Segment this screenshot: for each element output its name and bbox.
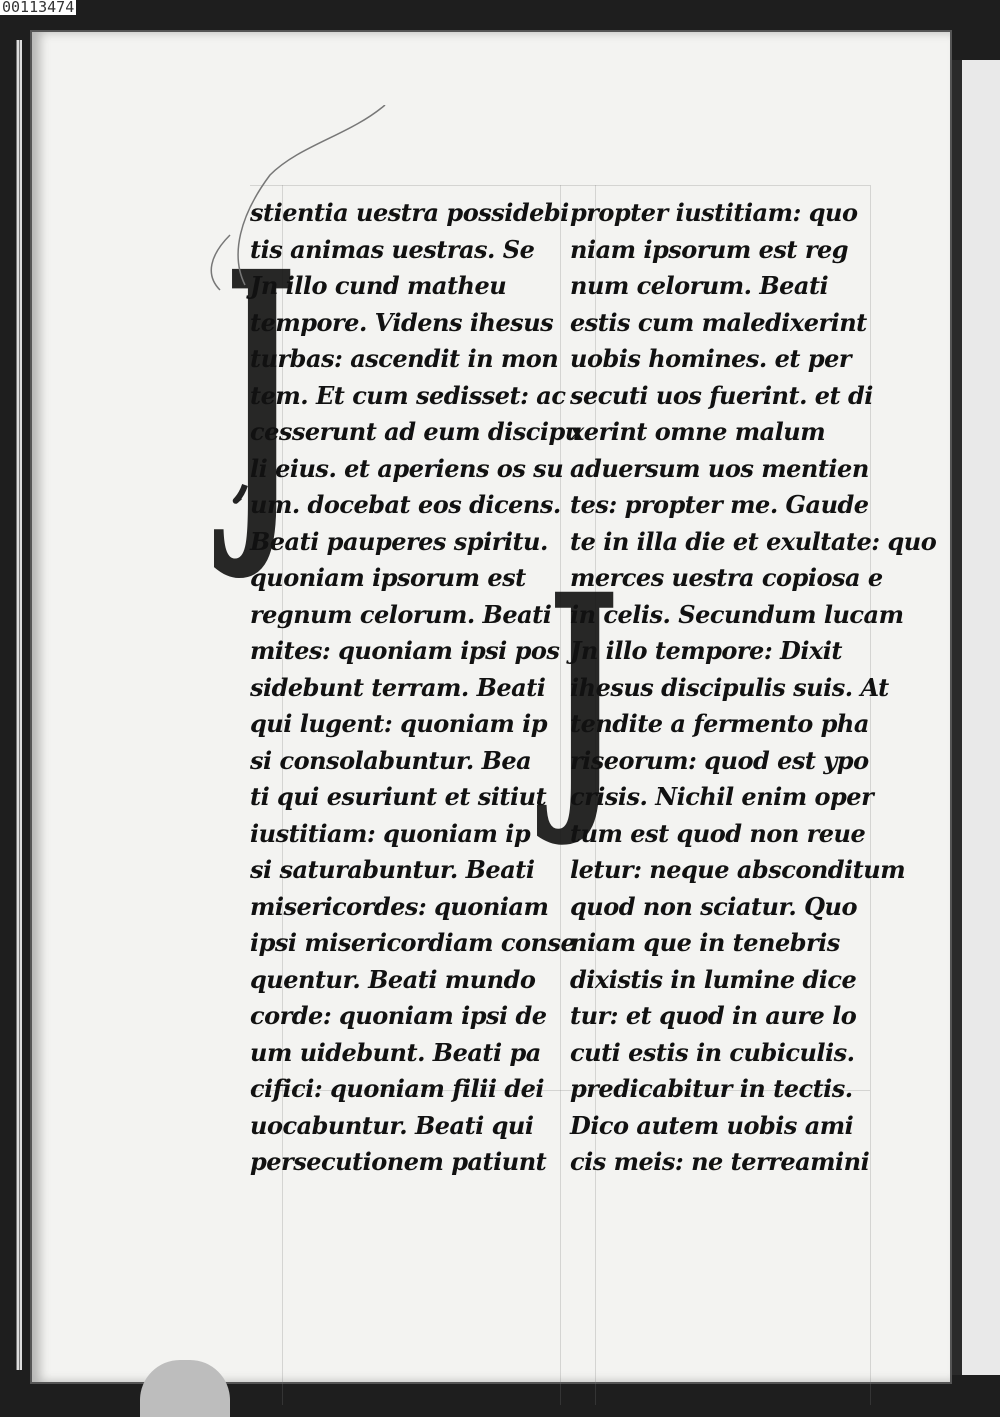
text-line: corde: quoniam ipsi de — [250, 1001, 547, 1030]
text-line: iustitiam: quoniam ip — [250, 818, 531, 848]
text-line: sidebunt terram. Beati — [250, 672, 546, 702]
text-line: cis meis: ne terreamini — [570, 1147, 870, 1176]
text-line: aduersum uos mentien — [570, 453, 869, 483]
text-line: quod non sciatur. Quo — [570, 891, 857, 921]
text-line: stientia uestra possidebi — [250, 198, 569, 227]
text-line: Jn illo cund matheu — [250, 271, 507, 300]
text-line: crisis. Nichil enim oper — [570, 782, 874, 811]
text-line: Dico autem uobis ami — [570, 1110, 854, 1140]
text-line: tur: et quod in aure lo — [570, 1001, 857, 1030]
text-line: qui lugent: quoniam ip — [250, 709, 548, 738]
text-line: tempore. Videns ihesus — [250, 307, 554, 337]
page-edge — [16, 40, 22, 1370]
text-line: te in illa die et exultate: quo — [570, 526, 937, 556]
text-line: estis cum maledixerint — [570, 307, 867, 337]
text-line: cuti estis in cubiculis. — [570, 1037, 855, 1067]
text-line: regnum celorum. Beati — [250, 599, 552, 629]
text-line: tem. Et cum sedisset: ac — [250, 380, 566, 410]
text-line: merces uestra copiosa e — [570, 563, 883, 592]
text-line: turbas: ascendit in mon — [250, 344, 559, 373]
text-line: cifici: quoniam filii dei — [250, 1074, 545, 1103]
text-line: tes: propter me. Gaude — [570, 490, 869, 519]
text-line: misericordes: quoniam — [250, 891, 549, 921]
text-line: ipsi misericordiam conse — [250, 928, 576, 957]
text-line: um uidebunt. Beati pa — [250, 1037, 541, 1067]
text-line: predicabitur in tectis. — [570, 1074, 853, 1103]
text-line: secuti uos fuerint. et di — [570, 380, 873, 410]
text-line: num celorum. Beati — [570, 271, 829, 300]
left-text-column — [250, 195, 582, 1181]
text-line: xerint omne malum — [570, 417, 826, 446]
text-line: riseorum: quod est ypo — [570, 745, 869, 775]
decorated-initial: J — [225, 201, 296, 589]
text-line: uocabuntur. Beati qui — [250, 1110, 534, 1140]
text-line: si consolabuntur. Bea — [250, 745, 532, 775]
text-line: in celis. Secundum lucam — [570, 599, 904, 629]
text-line: tum est quod non reue — [570, 818, 866, 848]
text-line: propter iustitiam: quo — [570, 198, 858, 227]
text-line: tendite a fermento pha — [570, 709, 869, 738]
right-text-column — [570, 195, 937, 1181]
text-line: ihesus discipulis suis. At — [570, 672, 889, 702]
text-line: niam ipsorum est reg — [570, 234, 849, 264]
text-line: mites: quoniam ipsi pos — [250, 636, 560, 665]
text-line: si saturabuntur. Beati — [250, 855, 535, 884]
text-line: letur: neque absconditum — [570, 855, 906, 884]
facing-page — [952, 60, 1000, 1375]
text-line: Beati pauperes spiritu. — [250, 526, 548, 556]
text-line: quoniam ipsorum est — [250, 563, 526, 592]
text-line: dixistis in lumine dice — [570, 964, 857, 994]
text-line: persecutionem patiunt — [250, 1147, 547, 1176]
text-line: cesserunt ad eum discipu — [250, 417, 582, 446]
scan-label: 00113474 — [2, 0, 75, 16]
decorated-initial: J — [548, 536, 619, 854]
text-line: ti qui esuriunt et sitiut — [250, 782, 547, 811]
text-line: niam que in tenebris — [570, 928, 840, 957]
text-line: uobis homines. et per — [570, 344, 852, 373]
text-line: tis animas uestras. Se — [250, 234, 535, 264]
text-line: um. docebat eos dicens. — [250, 490, 561, 519]
text-line: Jn illo tempore: Dixit — [570, 636, 842, 665]
text-line: quentur. Beati mundo — [250, 964, 536, 994]
text-line: li eius. et aperiens os su — [250, 453, 564, 483]
